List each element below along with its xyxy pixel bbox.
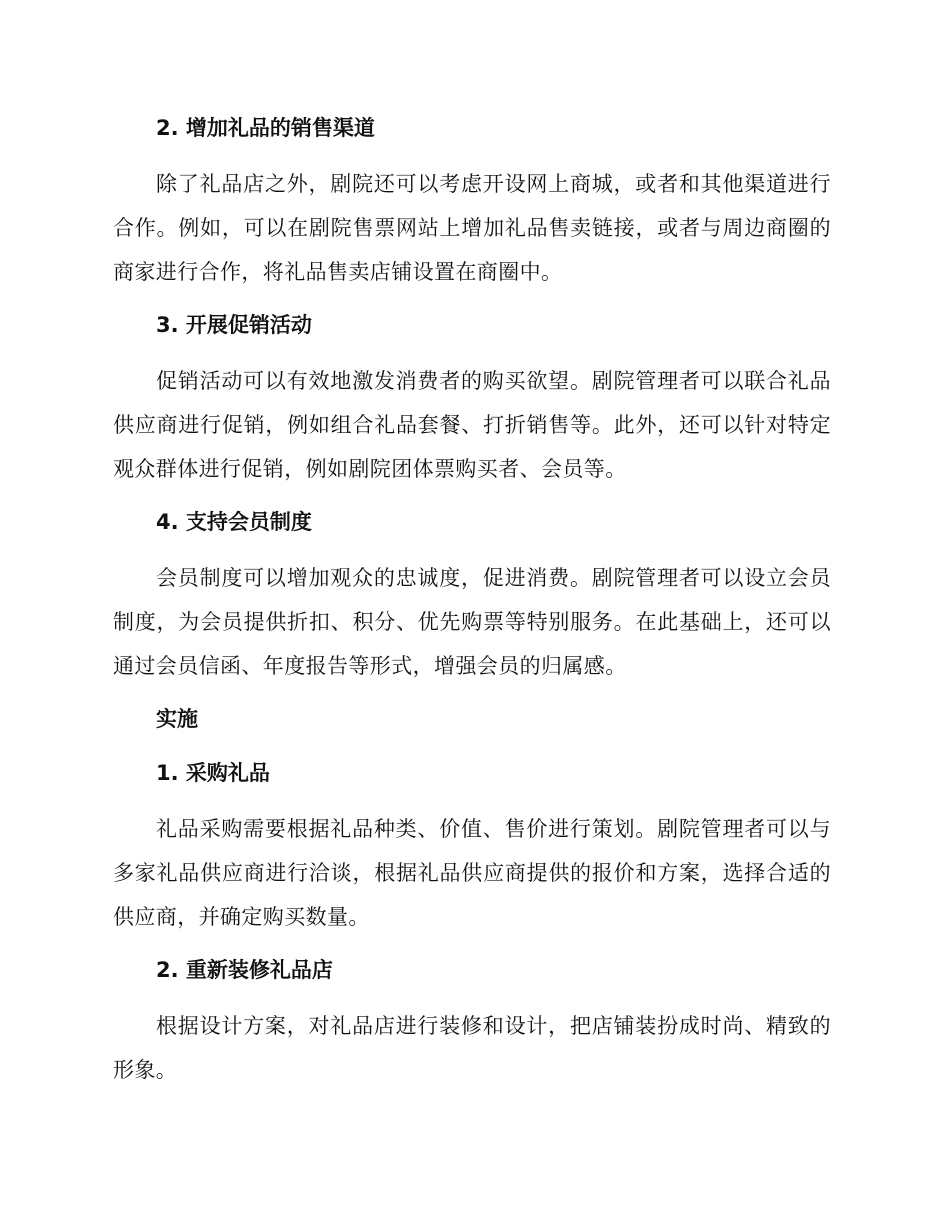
section-paragraph-sales-channels: 除了礼品店之外，剧院还可以考虑开设网上商城，或者和其他渠道进行合作。例如，可以在剧院售票网站上增加礼品售卖链接，或者与周边商圈的商家进行合作，将礼品售卖店铺设置在商圈中。 [113,172,831,284]
section-heading-purchase-gifts: 1. 采购礼品 [156,761,270,785]
section-paragraph-membership: 会员制度可以增加观众的忠诚度，促进消费。剧院管理者可以设立会员制度，为会员提供折扣、积分、优先购票等特别服务。在此基础上，还可以通过会员信函、年度报告等形式，增强会员的归属感。 [113,566,831,678]
section-heading-promotions: 3. 开展促销活动 [156,313,312,337]
document-body [113,108,831,1092]
section-heading-membership: 4. 支持会员制度 [156,510,312,534]
section-paragraph-renovate-store: 根据设计方案，对礼品店进行装修和设计，把店铺装扮成时尚、精致的形象。 [113,1014,831,1082]
section-heading-sales-channels: 2. 增加礼品的销售渠道 [156,116,375,140]
section-paragraph-promotions: 促销活动可以有效地激发消费者的购买欲望。剧院管理者可以联合礼品供应商进行促销，例如组合礼品套餐、打折销售等。此外，还可以针对特定观众群体进行促销，例如剧院团体票购买者、会员等。 [113,369,831,481]
section-paragraph-purchase-gifts: 礼品采购需要根据礼品种类、价值、售价进行策划。剧院管理者可以与多家礼品供应商进行洽谈，根据礼品供应商提供的报价和方案，选择合适的供应商，并确定购买数量。 [113,817,831,929]
section-heading-implementation: 实施 [156,707,198,731]
section-heading-renovate-store: 2. 重新装修礼品店 [156,958,333,982]
